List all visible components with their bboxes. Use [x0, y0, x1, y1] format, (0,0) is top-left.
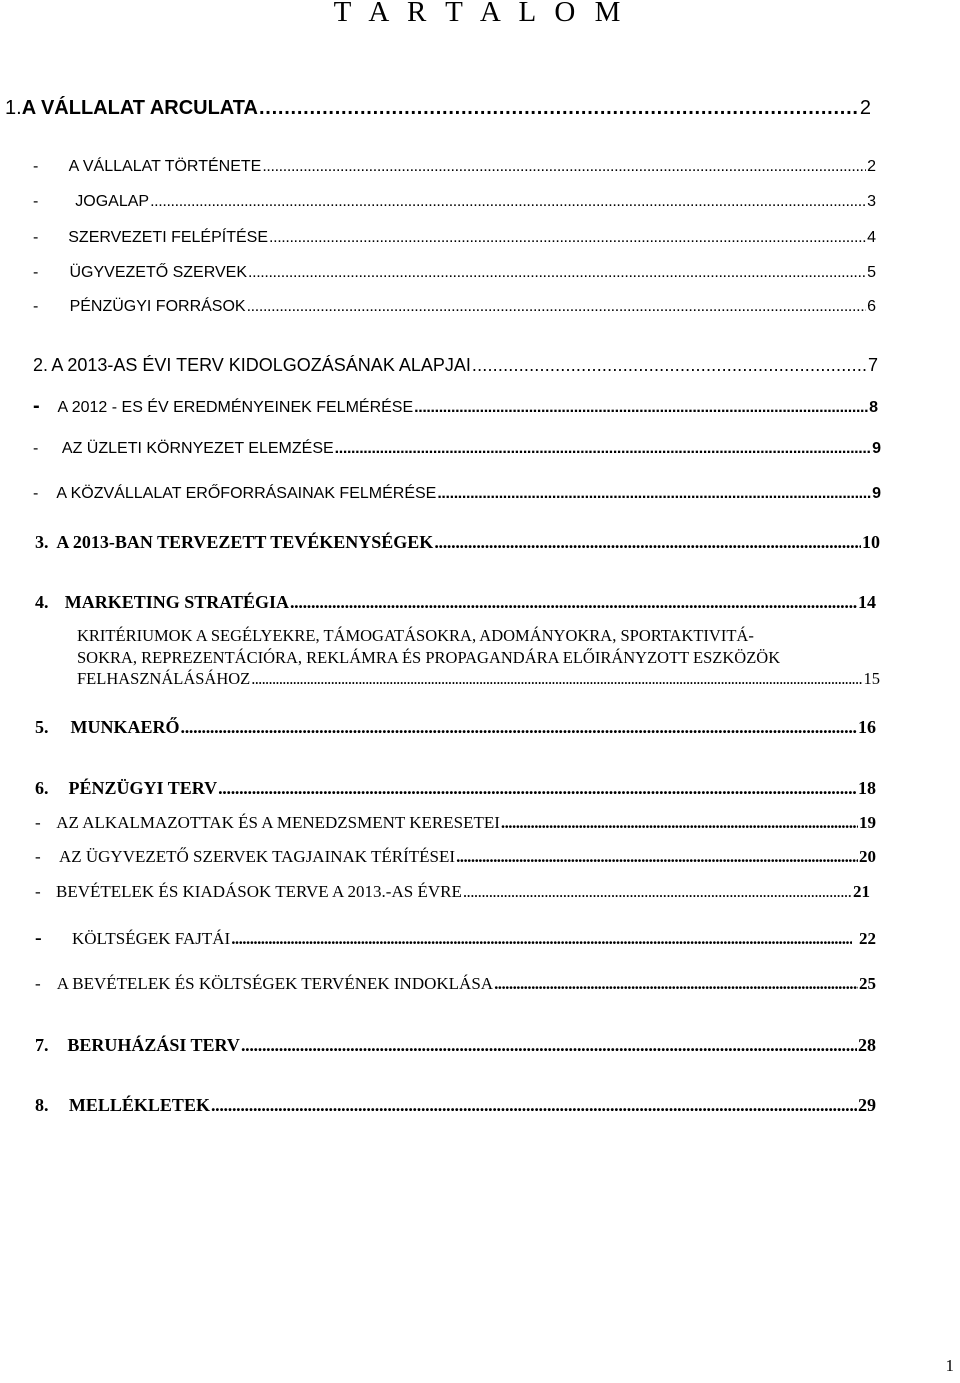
toc-entry-6-4[interactable]	[35, 927, 876, 950]
toc-entry-label: AZ ÜGYVEZETŐ SZERVEK TAGJAINAK TÉRÍTÉSEI	[58, 847, 456, 866]
toc-entry-page: 21	[853, 882, 870, 901]
toc-entry-number: -	[35, 847, 41, 866]
toc-entry-number: -	[33, 193, 39, 210]
toc-entry-3[interactable]	[35, 531, 880, 553]
toc-entry-5[interactable]	[35, 716, 876, 738]
toc-dot-leader	[262, 156, 866, 178]
toc-entry-6-1[interactable]	[35, 812, 876, 834]
toc-entry-page: 2	[867, 158, 876, 175]
toc-dot-leader	[181, 716, 857, 738]
toc-entry-page: 15	[863, 669, 880, 688]
toc-entry-4[interactable]	[35, 591, 876, 613]
toc-entry-label: KÖLTSÉGEK FAJTÁI	[71, 929, 231, 948]
toc-entry-number: -	[33, 485, 39, 502]
toc-entry-number: 1.	[5, 97, 22, 119]
toc-entry-page: 19	[859, 813, 876, 832]
toc-entry-number: 7.	[35, 1035, 49, 1055]
toc-entry-2-2[interactable]	[33, 438, 881, 460]
toc-entry-label: PÉNZÜGYI TERV	[68, 778, 218, 798]
toc-entry-page: 2	[859, 97, 871, 119]
toc-dot-leader	[211, 1094, 857, 1116]
toc-entry-page: 22	[859, 929, 876, 948]
toc-entry-label: A 2013-AS ÉVI TERV KIDOLGOZÁSÁNAK ALAPJAI	[51, 355, 471, 375]
toc-entry-number: -	[33, 440, 39, 457]
toc-dot-leader	[290, 591, 857, 613]
toc-entry-number: 4.	[35, 592, 49, 612]
toc-entry-label: AZ ÜZLETI KÖRNYEZET ELEMZÉSE	[61, 440, 334, 457]
toc-entry-page: 10	[862, 532, 880, 552]
toc-entry-number: 2.	[33, 355, 49, 375]
toc-entry-page: 7	[867, 355, 878, 375]
toc-entry-label: PÉNZÜGYI FORRÁSOK	[69, 298, 246, 315]
toc-entry-number: -	[33, 264, 39, 281]
toc-entry-number: -	[35, 882, 41, 901]
page-number: 1	[945, 1356, 954, 1375]
toc-entry-page: 9	[872, 440, 881, 457]
toc-entry-page: 4	[867, 229, 876, 246]
toc-dot-leader	[437, 483, 871, 505]
toc-entry-page: 14	[858, 592, 876, 612]
toc-entry-page: 9	[872, 485, 881, 502]
toc-entry-number: 6.	[35, 778, 49, 798]
toc-entry-2-3[interactable]	[33, 483, 881, 505]
document-title: T A R T A L O M	[333, 0, 627, 28]
toc-entry-label: JOGALAP	[75, 193, 150, 210]
toc-entry-8[interactable]	[35, 1094, 876, 1116]
toc-entry-label: A BEVÉTELEK ÉS KÖLTSÉGEK TERVÉNEK INDOKLÁSA	[56, 974, 494, 993]
toc-entry-2-1[interactable]	[33, 395, 878, 419]
toc-entry-page: 20	[859, 847, 876, 866]
toc-entry-page: 28	[858, 1035, 876, 1055]
toc-entry-4-1-line-1: KRITÉRIUMOK A SEGÉLYEKRE, TÁMOGATÁSOKRA, ADOMÁNYOKRA, SPORTAKTIVITÁ-	[77, 626, 754, 645]
toc-entry-1-2[interactable]	[33, 191, 876, 213]
toc-dot-leader	[494, 973, 858, 995]
toc-entry-1-5[interactable]	[33, 296, 876, 318]
toc-entry-6-5[interactable]	[35, 973, 876, 995]
toc-dot-leader	[251, 668, 862, 690]
toc-entry-number: -	[35, 813, 41, 832]
toc-dot-leader	[269, 227, 866, 249]
toc-entry-number: -	[35, 974, 41, 993]
toc-entry-page: 5	[867, 264, 876, 281]
toc-entry-1-3[interactable]	[33, 227, 876, 249]
toc-entry-4-1-line-2: SOKRA, REPREZENTÁCIÓRA, REKLÁMRA ÉS PROPAGANDÁRA ELŐIRÁNYZOTT ESZKÖZÖK	[77, 648, 781, 667]
toc-dot-leader	[434, 531, 861, 553]
toc-entry-page: 18	[858, 778, 876, 798]
toc-entry-number: 8.	[35, 1095, 49, 1115]
toc-entry-label: MARKETING STRATÉGIA	[64, 592, 289, 612]
toc-entry-label: FELHASZNÁLÁSÁHOZ	[77, 669, 251, 688]
toc-entry-page: 3	[867, 193, 876, 210]
toc-entry-page: 25	[859, 974, 876, 993]
toc-dot-leader	[501, 812, 858, 834]
toc-entry-label: A 2013-BAN TERVEZETT TEVÉKENYSÉGEK	[56, 532, 434, 552]
toc-entry-number: 3.	[35, 532, 49, 552]
toc-dot-leader	[335, 438, 871, 460]
toc-entry-label: A VÁLLALAT ARCULATA	[21, 97, 258, 119]
toc-entry-number: -	[33, 158, 39, 175]
toc-entry-page: 8	[869, 399, 878, 416]
toc-dot-leader	[241, 1034, 857, 1056]
toc-entry-number: -	[35, 927, 42, 949]
toc-entry-label: SZERVEZETI FELÉPÍTÉSE	[68, 229, 269, 246]
toc-dot-leader	[218, 777, 857, 799]
toc-entry-1-1[interactable]	[33, 156, 876, 178]
toc-entry-number: -	[33, 298, 39, 315]
toc-entry-number: -	[33, 229, 39, 246]
toc-entry-1-4[interactable]	[33, 262, 876, 284]
toc-entry-7[interactable]	[35, 1034, 876, 1056]
toc-entry-6-2[interactable]	[35, 846, 876, 868]
toc-entry-label: A 2012 - ES ÉV EREDMÉNYEINEK FELMÉRÉSE	[57, 399, 414, 416]
toc-dot-leader	[150, 191, 866, 213]
toc-entry-2[interactable]	[33, 354, 878, 376]
toc-dot-leader	[231, 928, 852, 950]
toc-entry-label: AZ ALKALMAZOTTAK ÉS A MENEDZSMENT KERESETEI	[56, 813, 500, 832]
toc-dot-leader	[247, 296, 867, 318]
toc-entry-page: 29	[858, 1095, 876, 1115]
toc-entry-label: BEVÉTELEK ÉS KIADÁSOK TERVE A 2013.-AS ÉVRE	[55, 882, 462, 901]
toc-dot-leader	[259, 97, 859, 119]
toc-entry-label: MELLÉKLETEK	[68, 1095, 210, 1115]
toc-entry-label: ÜGYVEZETŐ SZERVEK	[69, 264, 248, 281]
toc-entry-label: BERUHÁZÁSI TERV	[67, 1035, 240, 1055]
toc-entry-label: A VÁLLALAT TÖRTÉNETE	[68, 158, 262, 175]
toc-dot-leader	[472, 354, 867, 376]
toc-dot-leader	[463, 881, 852, 903]
toc-entry-page: 16	[858, 717, 876, 737]
toc-entry-1[interactable]	[5, 97, 871, 119]
toc-entry-6-3[interactable]	[35, 881, 870, 903]
toc-entry-label: MUNKAERŐ	[70, 717, 180, 737]
toc-dot-leader	[248, 262, 866, 284]
toc-dot-leader	[456, 846, 858, 868]
toc-entry-4-1[interactable]	[77, 668, 880, 690]
toc-entry-number: 5.	[35, 717, 49, 737]
toc-entry-number: -	[33, 395, 40, 417]
toc-dot-leader	[414, 397, 868, 419]
toc-entry-page: 6	[867, 298, 876, 315]
toc-entry-6[interactable]	[35, 777, 876, 799]
toc-entry-label: A KÖZVÁLLALAT ERŐFORRÁSAINAK FELMÉRÉSE	[56, 485, 437, 502]
